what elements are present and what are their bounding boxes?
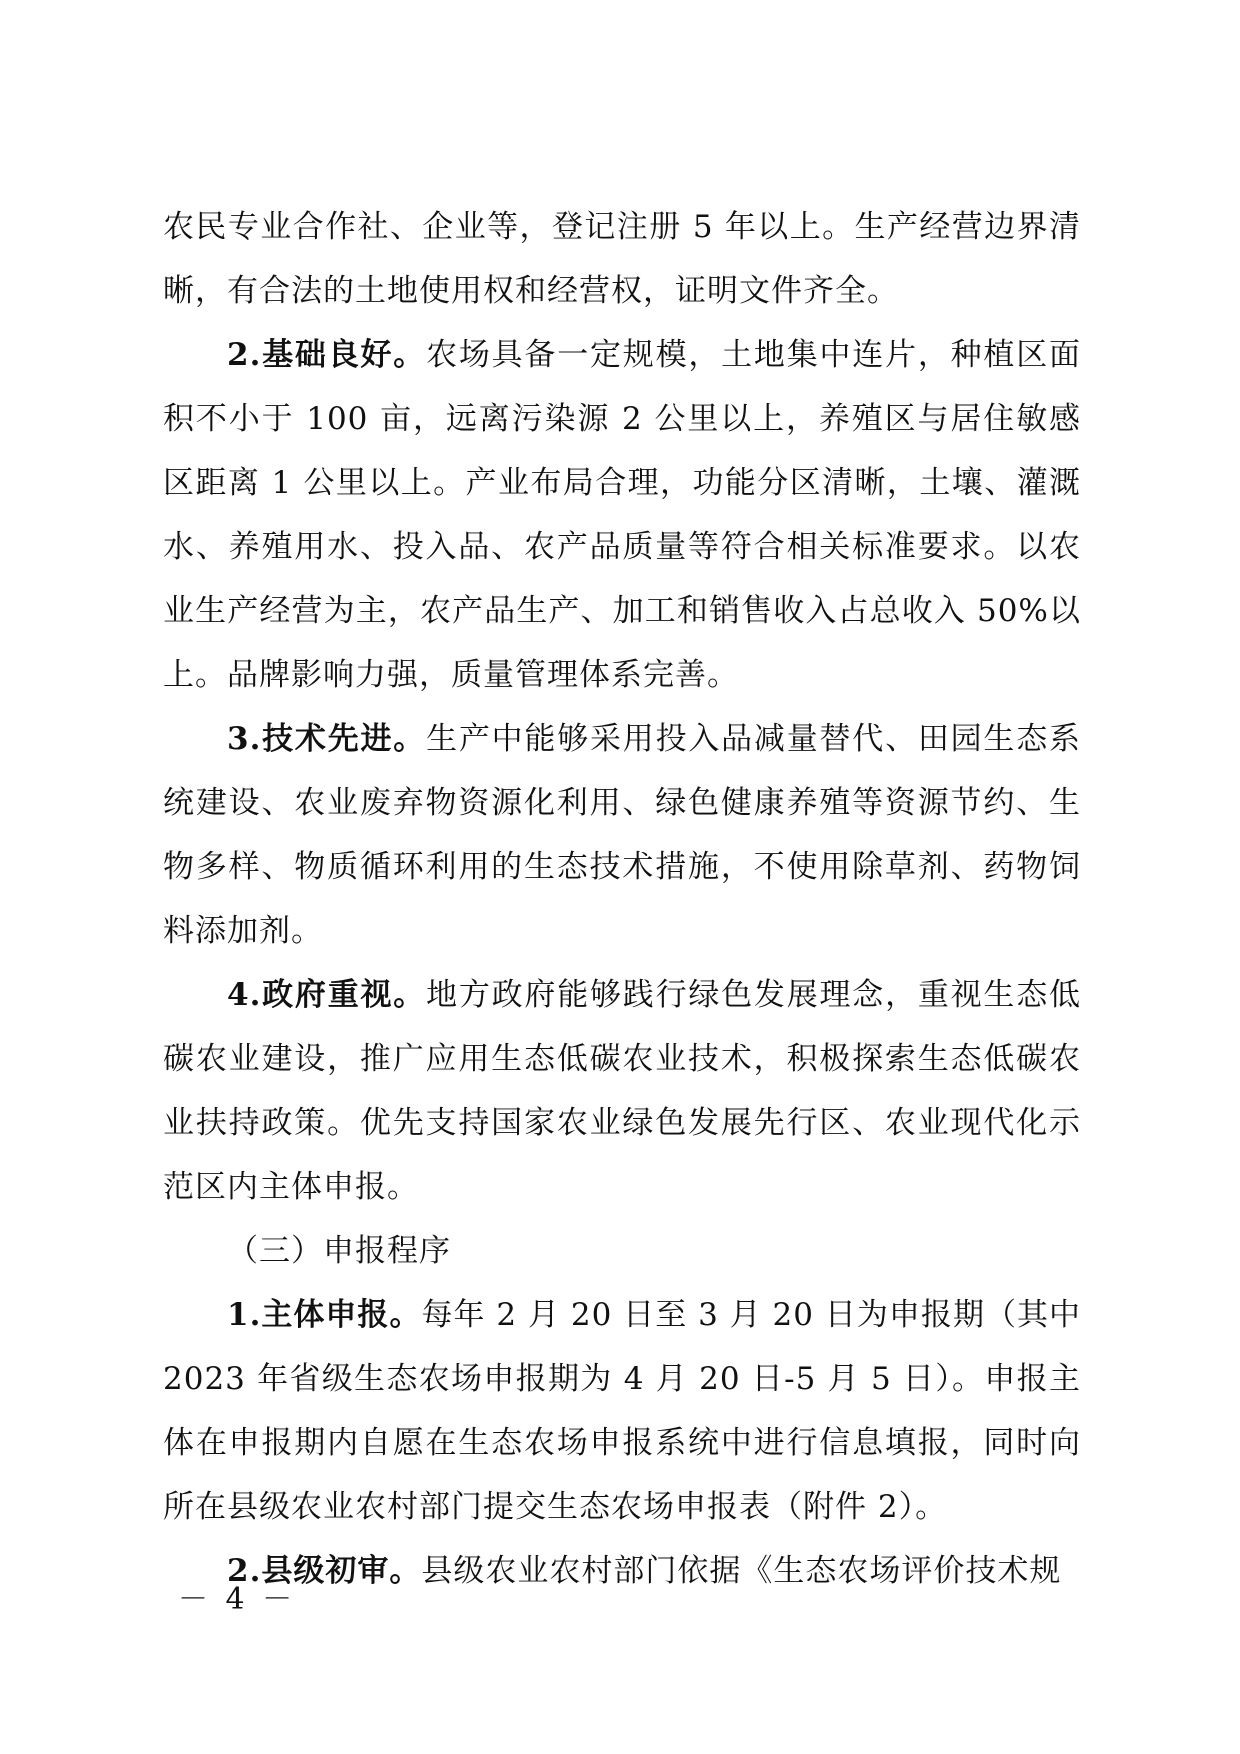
section-heading: （三）申报程序 <box>227 1233 451 1269</box>
paragraph-text: 每年 2 月 20 日至 3 月 20 日为申报期（其中 2023 年省级生态农场申报期为 4 月 20 日-5 月 5 日）。申报主体在申报期内自愿在生态农场申报系统中进行信息填报，同时向所在县级农业农村部门提交生态农场申报表（附件 2）。 <box>163 1297 1081 1525</box>
paragraph-basic-conditions <box>163 323 1081 707</box>
paragraph-lead: 1.主体申报。 <box>227 1297 422 1333</box>
document-body <box>163 195 1081 1603</box>
paragraph-text: 农场具备一定规模，土地集中连片，种植区面积不小于 100 亩，远离污染源 2 公里以上，养殖区与居住敏感区距离 1 公里以上。产业布局合理，功能分区清晰，土壤、灌溉水、养殖用水、投入品、农产品质量等符合相关标准要求。以农业生产经营为主，农产品生产、加工和销售收入占总收入 50%以上。品牌影响力强，质量管理体系完善。 <box>163 337 1081 693</box>
paragraph-lead: 4.政府重视。 <box>227 977 427 1013</box>
paragraph-county-review <box>163 1539 1081 1603</box>
paragraph-government-support <box>163 963 1081 1219</box>
paragraph-lead: 3.技术先进。 <box>227 721 427 757</box>
paragraph-text: 县级农业农村部门依据《生态农场评价技术规 <box>421 1553 1062 1589</box>
paragraph-lead: 2.基础良好。 <box>227 337 427 373</box>
paragraph-advanced-technology <box>163 707 1081 963</box>
paragraph-text: 农民专业合作社、企业等，登记注册 5 年以上。生产经营边界清晰，有合法的土地使用权和经营权，证明文件齐全。 <box>163 209 1081 309</box>
page-number: － 4 － <box>178 1582 297 1617</box>
paragraph-text: 地方政府能够践行绿色发展理念，重视生态低碳农业建设，推广应用生态低碳农业技术，积极探索生态低碳农业扶持政策。优先支持国家农业绿色发展先行区、农业现代化示范区内主体申报。 <box>163 977 1081 1205</box>
paragraph-lead: 2.县级初审。 <box>227 1553 422 1589</box>
paragraph-entity-application <box>163 1283 1081 1539</box>
paragraph-text: 生产中能够采用投入品减量替代、田园生态系统建设、农业废弃物资源化利用、绿色健康养殖等资源节约、生物多样、物质循环利用的生态技术措施，不使用除草剂、药物饲料添加剂。 <box>163 721 1081 949</box>
paragraph-eligibility-tail <box>163 195 1081 323</box>
